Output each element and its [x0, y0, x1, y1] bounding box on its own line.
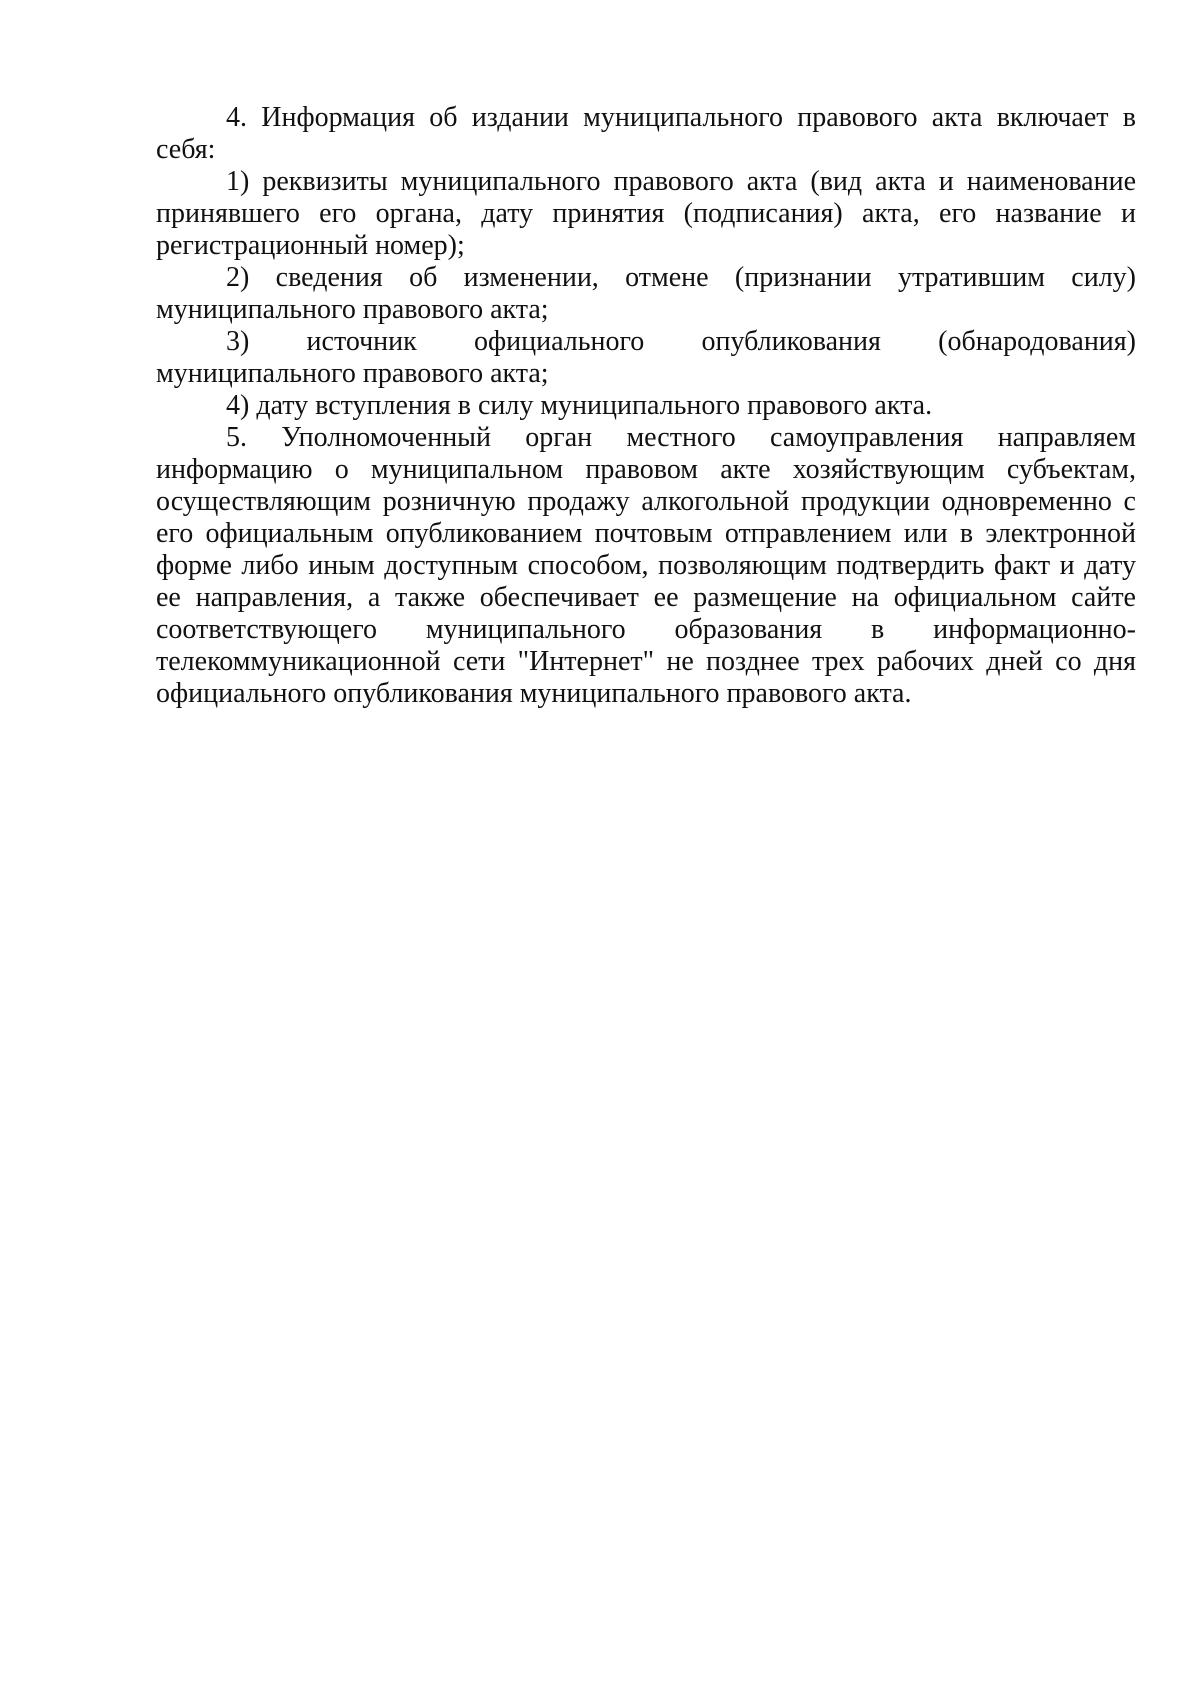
paragraph-5-notification: 5. Уполномоченный орган местного самоуправления направляем информацию о муниципальном правовом акте хозяйствующим субъектам, осуществляющим розничную продажу алкогольной продукции одновременно с его официальным опубликованием почтовым отправлением или в электронной форме либо иным доступным способом, позволяющим подтвердить факт и дату ее направления, а также обеспечивает ее размещение на официальном сайте соответствующего муниципального образования в информационно-телекоммуникационной сети "Интернет" не позднее трех рабочих дней со дня официального опубликования муниципального правового акта.	[156, 422, 1136, 709]
paragraph-item-3-source: 3) источник официального опубликования (обнародования) муниципального правового акта;	[156, 326, 1136, 389]
paragraph-item-4-effective-date: 4) дату вступления в силу муниципального правового акта.	[226, 390, 933, 421]
paragraph-item-2-changes: 2) сведения об изменении, отмене (признании утратившим силу) муниципального правового акта;	[156, 262, 1136, 325]
paragraph-item-1-requisites: 1) реквизиты муниципального правового акта (вид акта и наименование принявшего его органа, дату принятия (подписания) акта, его название и регистрационный номер);	[156, 166, 1136, 261]
paragraph-4-publication-info: 4. Информация об издании муниципального правового акта включает в себя:	[156, 102, 1136, 165]
document-body	[156, 102, 1136, 710]
